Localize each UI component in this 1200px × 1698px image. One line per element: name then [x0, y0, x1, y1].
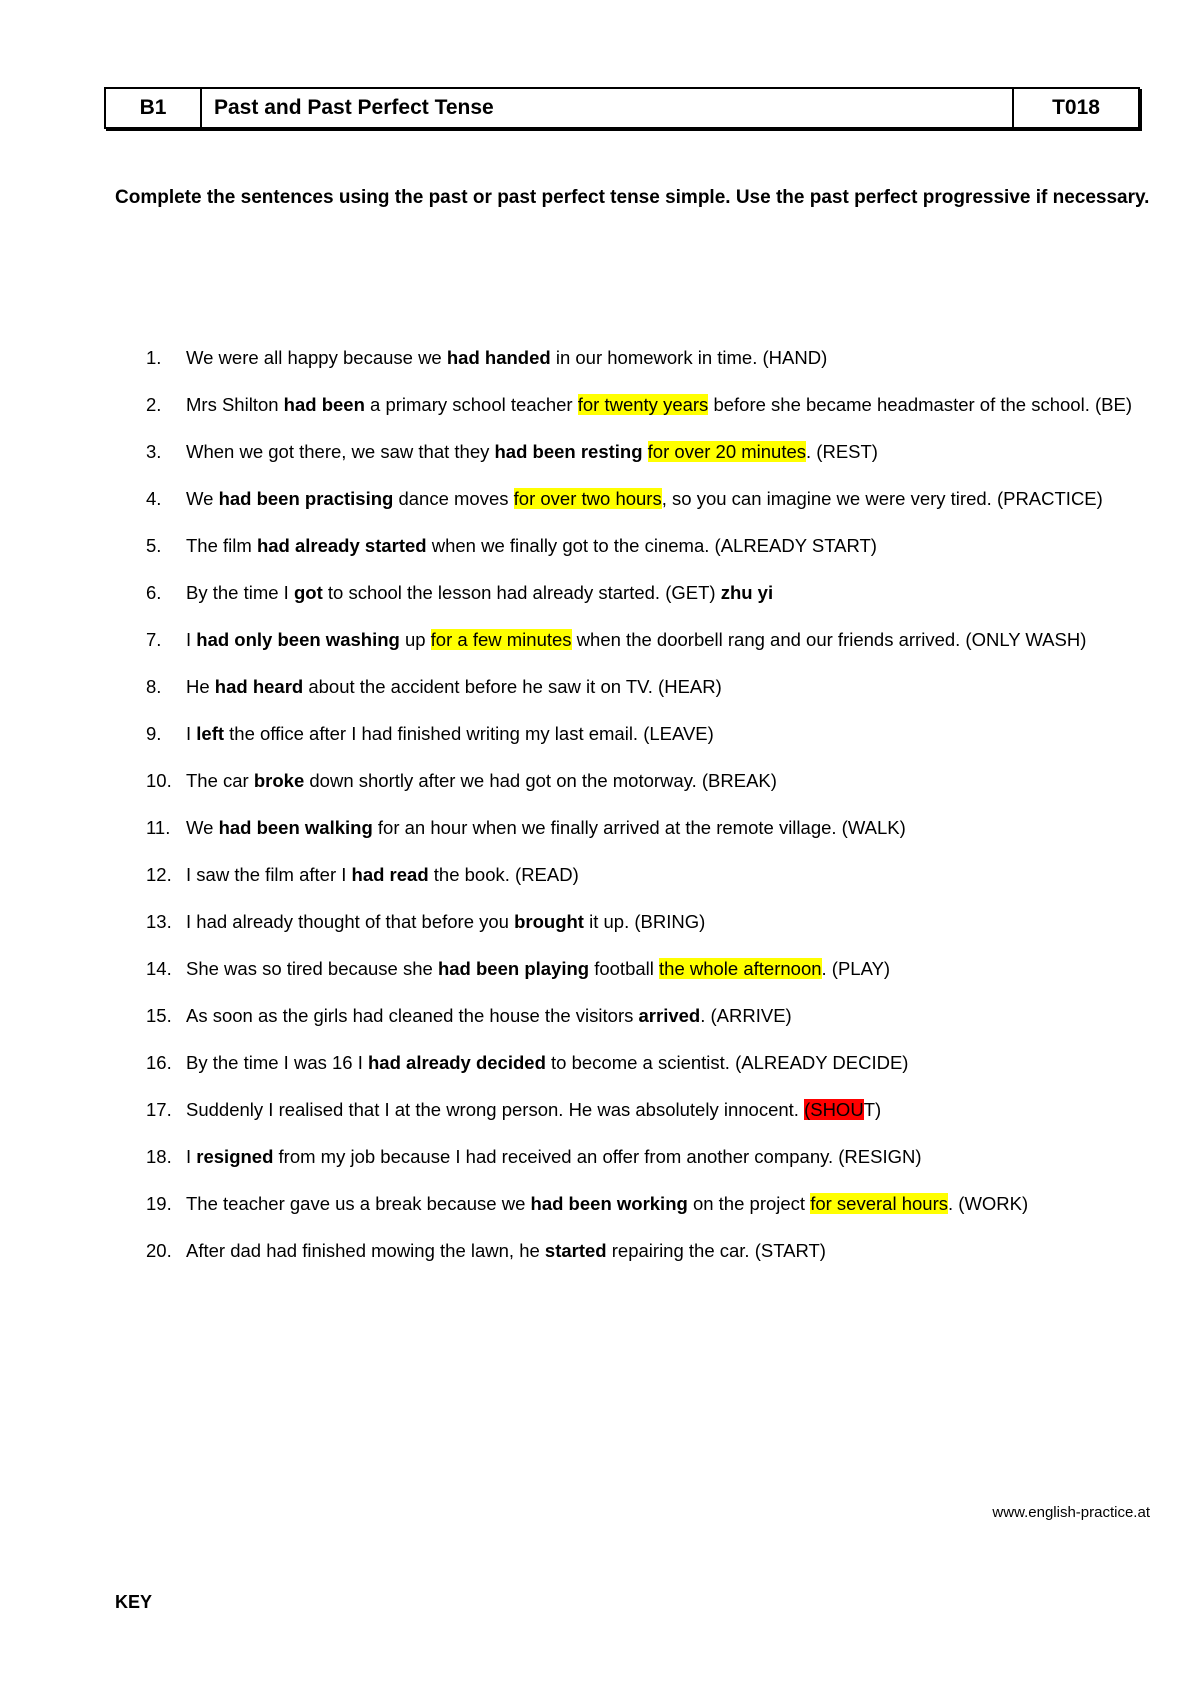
- sentence-text: to become a scientist. (ALREADY DECIDE): [545, 1052, 909, 1073]
- item-number: 8.: [146, 676, 162, 697]
- sentence-text: it up. (BRING): [583, 911, 706, 932]
- sentence-text: . (WORK): [948, 1193, 1029, 1214]
- sentence-text: Suddenly I realised that I at the wrong person. He was absolutely innocent.: [186, 1099, 805, 1120]
- item-sentence: [186, 723, 714, 744]
- answer-text: had already started: [256, 535, 427, 556]
- sentence-text: when we finally got to the cinema. (ALREADY START): [426, 535, 877, 556]
- exercise-item: [146, 812, 1146, 843]
- item-sentence: [186, 770, 777, 791]
- exercise-item: [146, 718, 1146, 749]
- sentence-text: . (PLAY): [821, 958, 891, 979]
- highlighted-time-phrase: for twenty years: [577, 394, 709, 415]
- item-sentence: [186, 1099, 881, 1120]
- sentence-text: By the time I: [186, 582, 294, 603]
- red-highlight: (SHOU: [804, 1099, 864, 1120]
- sentence-text: We: [186, 488, 219, 509]
- item-number: 4.: [146, 488, 162, 509]
- answer-text: had already decided: [368, 1052, 546, 1073]
- sentence-text: football: [589, 958, 660, 979]
- sentence-text: The car: [186, 770, 254, 791]
- sentence-text: After dad had finished mowing the lawn, he: [186, 1240, 545, 1261]
- item-sentence: [186, 347, 827, 368]
- header-table: [104, 87, 1140, 129]
- answer-text: had handed: [446, 347, 551, 368]
- item-sentence: [186, 1240, 826, 1261]
- item-number: 10.: [146, 770, 172, 791]
- item-sentence: [186, 441, 878, 462]
- answer-text: resigned: [196, 1146, 274, 1167]
- exercise-item: [146, 906, 1146, 937]
- exercise-item: [146, 1047, 1146, 1078]
- answer-text: had been resting: [494, 441, 643, 462]
- highlighted-time-phrase: for a few minutes: [430, 629, 572, 650]
- highlighted-time-phrase: for several hours: [810, 1193, 948, 1214]
- sentence-text: dance moves: [393, 488, 514, 509]
- sentence-text: We were all happy because we: [186, 347, 447, 368]
- exercise-item: [146, 859, 1146, 890]
- item-sentence: [186, 535, 877, 556]
- sentence-text: in our homework in time. (HAND): [550, 347, 828, 368]
- sentence-text: I: [186, 1146, 197, 1167]
- sentence-text: down shortly after we had got on the motorway. (BREAK): [304, 770, 777, 791]
- exercise-item: [146, 483, 1146, 514]
- item-sentence: [186, 394, 1132, 415]
- item-number: 5.: [146, 535, 162, 556]
- item-sentence: [186, 488, 1103, 509]
- exercise-item: [146, 530, 1146, 561]
- item-number: 15.: [146, 1005, 172, 1026]
- sentence-text: the office after I had finished writing my last email. (LEAVE): [224, 723, 714, 744]
- exercise-item: [146, 389, 1146, 420]
- sentence-text: up: [399, 629, 431, 650]
- exercise-item: [146, 953, 1146, 984]
- item-sentence: [186, 582, 773, 603]
- sentence-text: for an hour when we finally arrived at the remote village. (WALK): [372, 817, 906, 838]
- item-sentence: [186, 864, 579, 885]
- sentence-text: a primary school teacher: [364, 394, 578, 415]
- worksheet-title: Past and Past Perfect Tense: [202, 89, 1014, 127]
- sentence-text: He: [186, 676, 215, 697]
- sentence-text: . (ARRIVE): [700, 1005, 792, 1026]
- sentence-text: before she became headmaster of the school. (BE): [708, 394, 1132, 415]
- item-number: 13.: [146, 911, 172, 932]
- answer-text: had heard: [214, 676, 304, 697]
- answer-text: had only been washing: [196, 629, 400, 650]
- highlighted-time-phrase: for over two hours: [513, 488, 662, 509]
- exercise-item: [146, 342, 1146, 373]
- item-sentence: [186, 1052, 908, 1073]
- worksheet-code: T018: [1052, 96, 1100, 119]
- highlighted-time-phrase: for over 20 minutes: [647, 441, 807, 462]
- sentence-text: on the project: [687, 1193, 811, 1214]
- level-cell: B1: [106, 89, 202, 127]
- item-number: 17.: [146, 1099, 172, 1120]
- item-sentence: [186, 817, 906, 838]
- exercise-item: [146, 577, 1146, 608]
- item-number: 18.: [146, 1146, 172, 1167]
- sentence-text: We: [186, 817, 219, 838]
- answer-text: had been playing: [437, 958, 590, 979]
- exercise-item: [146, 765, 1146, 796]
- sentence-text: She was so tired because she: [186, 958, 438, 979]
- exercise-item: [146, 1188, 1146, 1219]
- sentence-text: The film: [186, 535, 257, 556]
- item-number: 2.: [146, 394, 162, 415]
- sentence-text: repairing the car. (START): [606, 1240, 826, 1261]
- item-number: 11.: [146, 817, 171, 838]
- sentence-text: I: [186, 723, 197, 744]
- sentence-text: By the time I was 16 I: [186, 1052, 368, 1073]
- answer-text: had been walking: [218, 817, 373, 838]
- exercise-item: [146, 1235, 1146, 1266]
- sentence-text: about the accident before he saw it on TV. (HEAR): [303, 676, 722, 697]
- sentence-text: the book. (READ): [428, 864, 579, 885]
- item-sentence: [186, 911, 705, 932]
- item-number: 1.: [146, 347, 162, 368]
- highlighted-time-phrase: the whole afternoon: [659, 958, 822, 979]
- instructions: Complete the sentences using the past or past perfect tense simple. Use the past perfect progressive if necessary.: [115, 187, 1150, 208]
- sentence-text: Mrs Shilton: [186, 394, 284, 415]
- item-number: 7.: [146, 629, 162, 650]
- item-number: 6.: [146, 582, 162, 603]
- item-number: 12.: [146, 864, 172, 885]
- answer-text: left: [196, 723, 225, 744]
- item-sentence: [186, 1005, 792, 1026]
- sentence-text: As soon as the girls had cleaned the house the visitors: [186, 1005, 639, 1026]
- answer-text: broke: [253, 770, 305, 791]
- exercise-item: [146, 624, 1146, 655]
- item-number: 20.: [146, 1240, 172, 1261]
- answer-text: arrived: [638, 1005, 701, 1026]
- exercise-item: [146, 1000, 1146, 1031]
- exercise-item: [146, 1141, 1146, 1172]
- item-sentence: [186, 1193, 1028, 1214]
- footer-url: www.english-practice.at: [992, 1504, 1150, 1521]
- item-number: 14.: [146, 958, 172, 979]
- item-number: 9.: [146, 723, 162, 744]
- item-sentence: [186, 1146, 922, 1167]
- sentence-text: I saw the film after I: [186, 864, 352, 885]
- answer-text: had been: [283, 394, 365, 415]
- sentence-text: from my job because I had received an offer from another company. (RESIGN): [273, 1146, 922, 1167]
- answer-text: zhu yi: [720, 582, 774, 603]
- sentence-text: When we got there, we saw that they: [186, 441, 495, 462]
- item-number: 16.: [146, 1052, 172, 1073]
- sentence-text: [643, 441, 648, 462]
- sentence-text: , so you can imagine we were very tired. (PRACTICE): [661, 488, 1103, 509]
- sentence-text: to school the lesson had already started. (GET): [322, 582, 721, 603]
- sentence-text: when the doorbell rang and our friends arrived. (ONLY WASH): [571, 629, 1087, 650]
- sentence-text: . (REST): [806, 441, 878, 462]
- answer-text: had been practising: [218, 488, 394, 509]
- answer-text: brought: [514, 911, 584, 932]
- item-sentence: [186, 958, 890, 979]
- key-label: KEY: [115, 1592, 153, 1612]
- exercise-item: [146, 1094, 1146, 1125]
- answer-text: got: [293, 582, 323, 603]
- answer-text: had been working: [530, 1193, 688, 1214]
- item-sentence: [186, 676, 722, 697]
- sentence-text: The teacher gave us a break because we: [186, 1193, 531, 1214]
- sentence-text: T): [863, 1099, 882, 1120]
- item-number: 3.: [146, 441, 162, 462]
- sentence-text: I had already thought of that before you: [186, 911, 515, 932]
- item-sentence: [186, 629, 1086, 650]
- exercise-item: [146, 671, 1146, 702]
- exercise-list: [146, 342, 1146, 1282]
- exercise-item: [146, 436, 1146, 467]
- item-number: 19.: [146, 1193, 172, 1214]
- answer-text: started: [544, 1240, 607, 1261]
- sentence-text: I: [186, 629, 197, 650]
- answer-text: had read: [351, 864, 429, 885]
